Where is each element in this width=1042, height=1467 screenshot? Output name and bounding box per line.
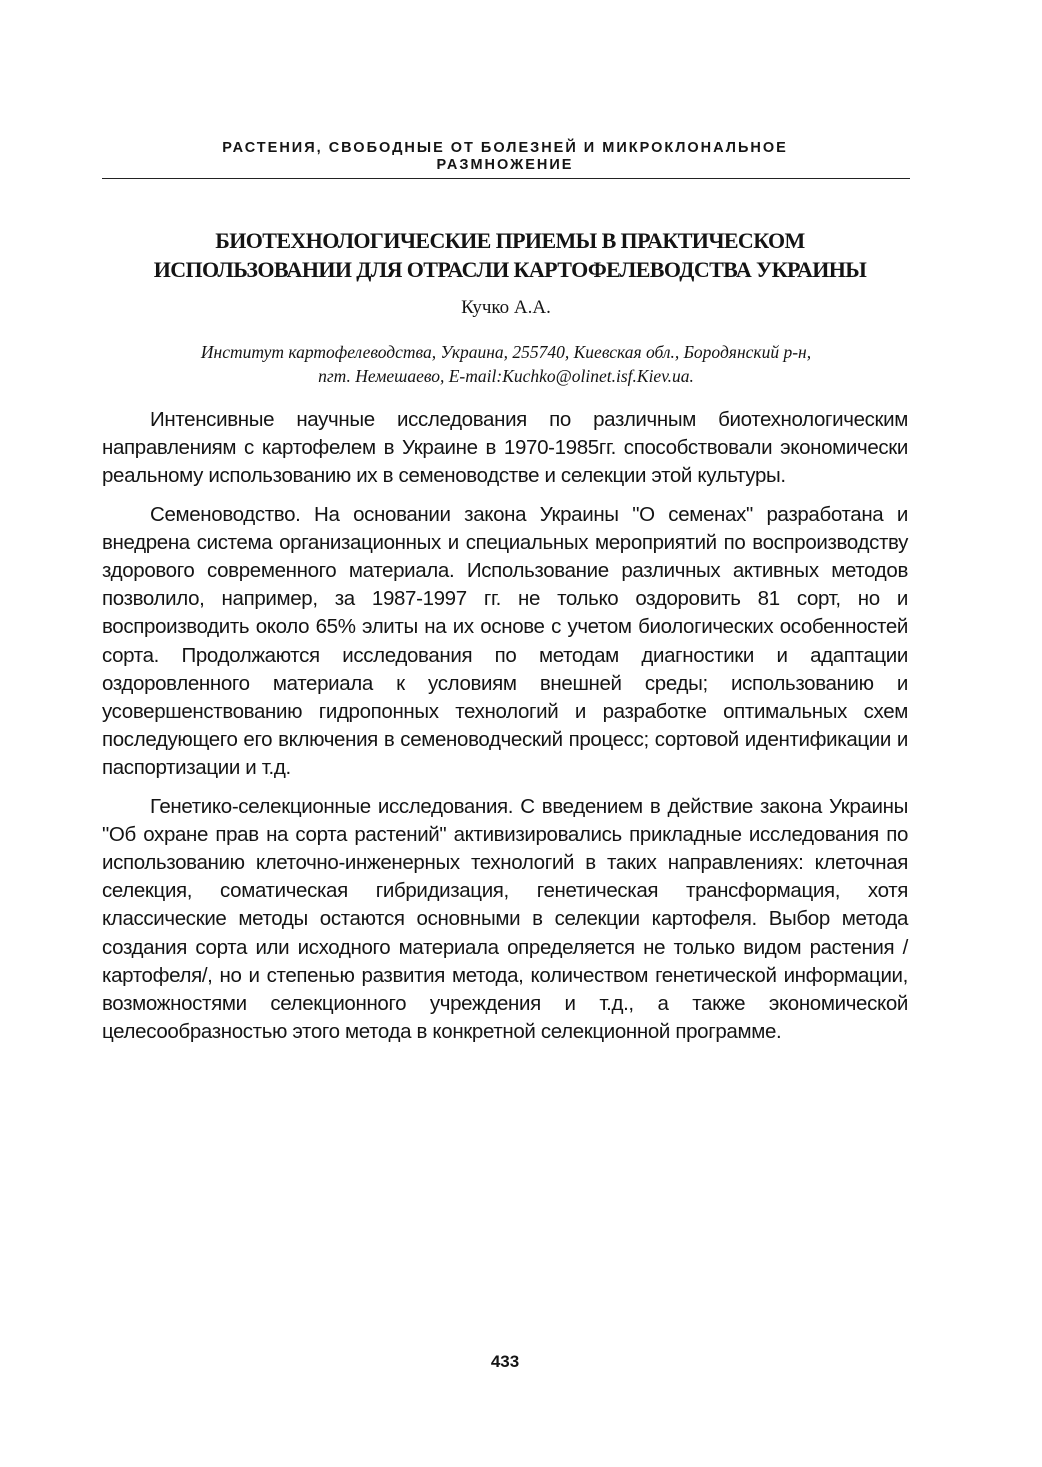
article-body bbox=[102, 406, 908, 1056]
running-header bbox=[100, 140, 910, 174]
article-title bbox=[90, 226, 930, 284]
affiliation-line-1: Институт картофелеводства, Украина, 255740, Киевская обл., Бородянский р-н, bbox=[200, 342, 812, 362]
header-divider bbox=[102, 178, 910, 179]
article-author: Кучко А.А. bbox=[461, 297, 551, 318]
affiliation-line-2: пгт. Немешаево, E-mail:Kuchko@olinet.isf.Kiev.ua. bbox=[318, 366, 694, 386]
article-title-line-1: БИОТЕХНОЛОГИЧЕСКИЕ ПРИЕМЫ В ПРАКТИЧЕСКОМ bbox=[215, 228, 805, 253]
body-paragraph: Семеноводство. На основании закона Украины "О семенах" разработана и внедрена система организационных и специальных мероприятий по воспроизводству здорового современного материала. Использование различных активных методов позволило, например, за 1987-1997 гг. не только оздоровить 81 сорт, но и воспроизводить около 65% элиты на их основе с учетом биологических особенностей сорта. Продолжаются исследования по методам диагностики и адаптации оздоровленного материала к условиям внешней среды; использованию и усовершенствованию гидропонных технологий и разработке оптимальных схем последующего его включения в семеноводческий процесс; сортовой идентификации и паспортизации и т.д. bbox=[102, 502, 908, 780]
running-header-line-2: РАЗМНОЖЕНИЕ bbox=[436, 157, 574, 173]
running-header-line-1: РАСТЕНИЯ, СВОБОДНЫЕ ОТ БОЛЕЗНЕЙ И МИКРОКЛОНАЛЬНОЕ bbox=[222, 140, 788, 156]
author-affiliation bbox=[95, 340, 917, 388]
body-paragraph: Интенсивные научные исследования по различным биотехнологическим направлениям с картофелем в Украине в 1970-1985гг. способствовали экономически реальному использованию их в семеноводстве и селекции этой культуры. bbox=[102, 408, 908, 488]
article-title-line-2: ИСПОЛЬЗОВАНИИ ДЛЯ ОТРАСЛИ КАРТОФЕЛЕВОДСТВА УКРАИНЫ bbox=[153, 257, 867, 282]
page-number: 433 bbox=[490, 1352, 520, 1371]
body-paragraph: Генетико-селекционные исследования. С введением в действие закона Украины "Об охране прав на сорта растений" активизировались прикладные исследования по использованию клеточно-инженерных технологий в таких направлениях: клеточная селекция, соматическая гибридизация, генетическая трансформация, хотя классические методы остаются основными в селекции картофеля. Выбор метода создания сорта или исходного материала определяется не только видом растения /картофеля/, но и степенью развития метода, количеством генетической информации, возможностями селекционного учреждения и т.д., а также экономической целесообразностью этого метода в конкретной селекционной программе. bbox=[102, 794, 908, 1044]
